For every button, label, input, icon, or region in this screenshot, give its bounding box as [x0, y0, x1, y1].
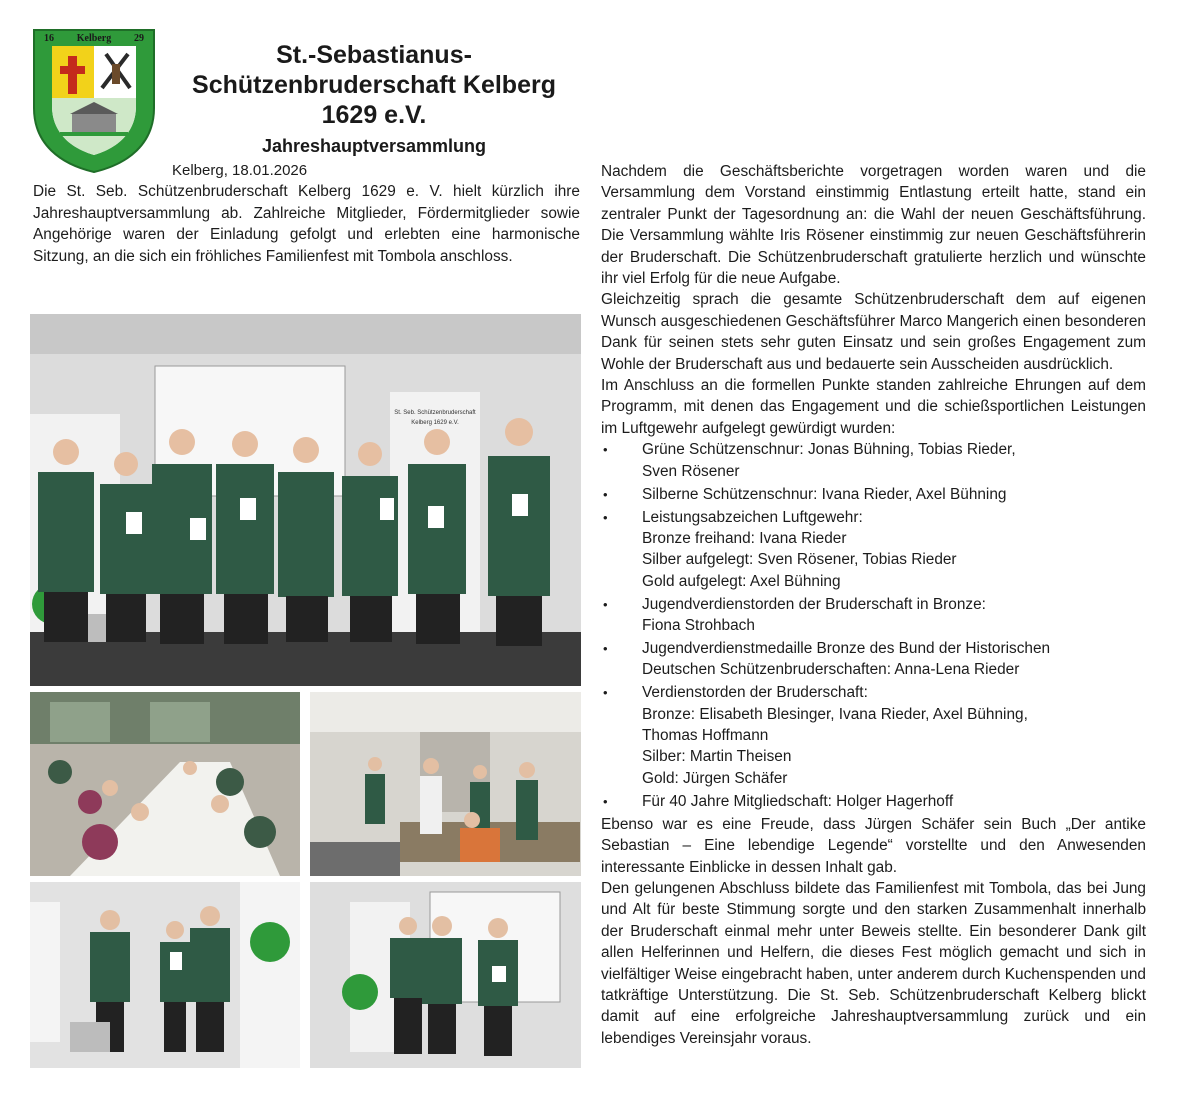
list-item: • Grüne Schützenschnur: Jonas Bühning, Tobias Rieder, Sven Rösener: [601, 439, 1146, 483]
photo-assembly-tables: [30, 692, 300, 876]
club-crest-logo: [30, 26, 158, 174]
list-item: • Jugendverdienstmedaille Bronze des Bund der Historischen Deutschen Schützenbruderschaften: Anna-Lena Rieder: [601, 638, 1146, 682]
intro-paragraph: Die St. Seb. Schützenbruderschaft Kelberg 1629 e. V. hielt kürzlich ihre Jahreshauptversammlung ab. Zahlreiche Mitglieder, Fördermitglieder sowie Angehörige waren der Einladung gefolgt und erlebten eine harmonische Sitzung, an die sich ein fröhliches Familienfest mit Tombola anschloss.: [33, 183, 580, 265]
body-paragraph-election: Nachdem die Geschäftsberichte vorgetragen worden waren und die Versammlung dem Vorstand einstimmig Entlastung erteilt hatte, stand ein zentraler Punkt der Tagesordnung an: die Wahl der neuen Geschäftsführung. Die Versammlung wählte Iris Rösener einstimmig zur neuen Geschäftsführerin der Bruderschaft. Die Schützenbruderschaft gratulierte herzlich und wünschte ihr viel Erfolg für die neue Aufgabe.: [601, 163, 1146, 288]
title-line-1: St.-Sebastianus-: [276, 41, 472, 69]
crest-town-name: Kelberg: [76, 33, 112, 44]
photo-honors-1: [30, 882, 300, 1068]
list-item: • Silberne Schützenschnur: Ivana Rieder, Axel Bühning: [601, 484, 1146, 507]
body-paragraph-honors-intro: Im Anschluss an die formellen Punkte standen zahlreiche Ehrungen auf dem Programm, mit denen das Engagement und die schießsportlichen Leistungen im Luftgewehr aufgelegt gewürdigt wurden:: [601, 377, 1146, 437]
list-item: • Jugendverdienstorden der Bruderschaft in Bronze: Fiona Strohbach: [601, 594, 1146, 638]
list-item: • Verdienstorden der Bruderschaft: Bronze: Elisabeth Blesinger, Ivana Rieder, Axel Bühning, Thomas Hoffmann Silber: Martin Theisen Gold: Jürgen Schäfer: [601, 682, 1146, 791]
banner-text-1: St. Seb. Schützenbruderschaft: [394, 410, 476, 416]
title-line-3: 1629 e.V.: [321, 101, 427, 129]
list-item: • Leistungsabzeichen Luftgewehr: Bronze freihand: Ivana Rieder Silber aufgelegt: Sven Rösener, Tobias Rieder Gold aufgelegt: Axel Bühning: [601, 507, 1146, 594]
photo-honors-2: [310, 882, 581, 1068]
article-title: [168, 40, 580, 130]
article-body: [601, 161, 1146, 1049]
article-subtitle: Jahreshauptversammlung: [261, 136, 487, 156]
list-item: • Für 40 Jahre Mitgliedschaft: Holger Hagerhoff: [601, 791, 1146, 814]
honors-list: [601, 439, 1146, 813]
crest-year-right: 29: [134, 33, 144, 44]
body-paragraph-book: Ebenso war es eine Freude, dass Jürgen Schäfer sein Buch „Der antike Sebastian – Eine lebendige Legende“ vorstellte und den Anwesenden interessante Einblicke in dessen Inhalt gab.: [601, 815, 1146, 876]
dateline: Kelberg, 18.01.2026: [172, 162, 308, 179]
crest-year-left: 16: [44, 33, 54, 44]
banner-text-2: Kelberg 1629 e.V.: [411, 420, 459, 426]
body-paragraph-thanks: Gleichzeitig sprach die gesamte Schützenbruderschaft dem auf eigenen Wunsch ausgeschiedenen Geschäftsführer Marco Mangerich einen besonderen Dank für seinen stets sehr guten Einsatz und sein großes Engagement zum Wohle der Bruderschaft aus und bedauerte sein Ausscheiden ausdrücklich.: [601, 291, 1146, 373]
group-photo-main: [30, 314, 581, 686]
body-paragraph-closing: Den gelungenen Abschluss bildete das Familienfest mit Tombola, das bei Jung und Alt für beste Stimmung sorgte und den starken Zusammenhalt innerhalb der Bruderschaft einmal mehr unter Beweis stellte. Ein besonderer Dank gilt allen Helferinnen und Helfern, die dieses Fest möglich gemacht und sich in vielfältiger Weise eingebracht haben, unter anderem durch Kuchenspenden und tatkräftige Unterstützung. Die St. Seb. Schützenbruderschaft Kelberg blickt damit auf eine erfolgreiche Jahreshauptversammlung zurück und ein lebendiges Vereinsjahr voraus.: [601, 879, 1146, 1047]
title-line-2: Schützenbruderschaft Kelberg: [192, 71, 556, 99]
photo-tombola: [310, 692, 581, 876]
